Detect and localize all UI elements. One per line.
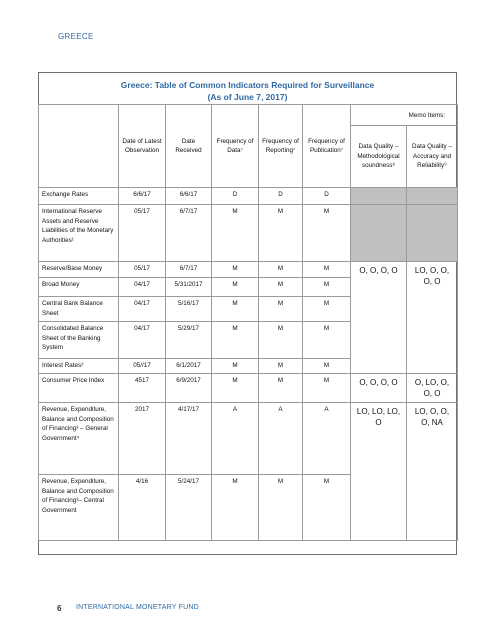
header-freq-reporting: Frequency of Reporting⁷ — [259, 105, 303, 188]
quality-method-money: O, O, O, O — [351, 262, 407, 374]
cell-freq-data: M — [212, 278, 259, 297]
row-label: International Reserve Assets and Reserve Liabilities of the Monetary Authorities¹ — [39, 205, 119, 262]
cell-freq-reporting: A — [259, 403, 303, 475]
cell-freq-data: D — [212, 188, 259, 205]
footer-org: INTERNATIONAL MONETARY FUND — [76, 604, 199, 611]
row-label: Revenue, Expenditure, Balance and Composition of Financing³– Central Government — [39, 475, 119, 541]
cell-freq-reporting: M — [259, 278, 303, 297]
header-latest: Date of Latest Observation — [119, 105, 166, 188]
cell-shaded — [351, 188, 407, 205]
cell-freq-reporting: M — [259, 475, 303, 541]
cell-shaded — [351, 205, 407, 262]
table-row — [39, 188, 458, 205]
cell-latest: 05/17 — [119, 205, 166, 262]
running-head: GREECE — [58, 32, 94, 41]
row-label: Consumer Price Index — [39, 374, 119, 403]
cell-latest: 05/17 — [119, 262, 166, 278]
cell-freq-reporting: D — [259, 188, 303, 205]
cell-received: 6/9/2017 — [166, 374, 212, 403]
cell-freq-reporting: M — [259, 322, 303, 359]
table-row — [39, 262, 458, 278]
row-label: Revenue, Expenditure, Balance and Composition of Financing³ – General Government⁴ — [39, 403, 119, 475]
row-label: Exchange Rates — [39, 188, 119, 205]
cell-freq-data: M — [212, 374, 259, 403]
quality-accuracy-money: LO, O, O, O, O — [407, 262, 458, 374]
cell-latest: 6/6/17 — [119, 188, 166, 205]
header-indicator — [39, 105, 119, 188]
cell-freq-publication: M — [303, 374, 351, 403]
cell-received: 6/7/17 — [166, 205, 212, 262]
table-title: Greece: Table of Common Indicators Required for Surveillance — [120, 80, 375, 90]
cell-freq-publication: M — [303, 297, 351, 322]
cell-received: 5/31/2017 — [166, 278, 212, 297]
cell-freq-reporting: M — [259, 297, 303, 322]
quality-method-fiscal: LO, LO, LO, O — [351, 403, 407, 541]
cell-freq-data: M — [212, 262, 259, 278]
header-freq-data: Frequency of Data⁷ — [212, 105, 259, 188]
cell-latest: 05//17 — [119, 359, 166, 374]
cell-freq-publication: D — [303, 188, 351, 205]
cell-freq-publication: M — [303, 205, 351, 262]
cell-freq-reporting: M — [259, 262, 303, 278]
row-label: Interest Rates² — [39, 359, 119, 374]
cell-received: 4/17/17 — [166, 403, 212, 475]
cell-freq-data: M — [212, 205, 259, 262]
cell-received: 5/29/17 — [166, 322, 212, 359]
cell-freq-data: M — [212, 297, 259, 322]
row-label: Consolidated Balance Sheet of the Banking System — [39, 322, 119, 359]
quality-method-cpi: O, O, O, O — [351, 374, 407, 403]
cell-received: 5/24/17 — [166, 475, 212, 541]
cell-latest: 4517 — [119, 374, 166, 403]
cell-freq-data: M — [212, 359, 259, 374]
cell-received: 6/7/17 — [166, 262, 212, 278]
cell-freq-publication: M — [303, 475, 351, 541]
cell-latest: 4/16 — [119, 475, 166, 541]
indicators-table — [38, 104, 458, 541]
page-number: 6 — [57, 604, 62, 613]
header-memo-items: Memo Items: — [351, 105, 458, 126]
cell-freq-reporting: M — [259, 374, 303, 403]
header-received: Date Received — [166, 105, 212, 188]
cell-freq-reporting: M — [259, 359, 303, 374]
cell-received: 5/16/17 — [166, 297, 212, 322]
row-label: Central Bank Balance Sheet — [39, 297, 119, 322]
cell-freq-reporting: M — [259, 205, 303, 262]
header-dq-method: Data Quality – Methodological soundness⁸ — [351, 126, 407, 188]
cell-shaded — [407, 205, 458, 262]
header-freq-publication: Frequency of Publication⁷ — [303, 105, 351, 188]
cell-freq-data: A — [212, 403, 259, 475]
quality-accuracy-cpi: O, LO, O, O, O — [407, 374, 458, 403]
cell-latest: 04/17 — [119, 297, 166, 322]
cell-latest: 2017 — [119, 403, 166, 475]
cell-freq-publication: M — [303, 278, 351, 297]
header-dq-accuracy: Data Quality –Accuracy and Reliability⁹ — [407, 126, 458, 188]
cell-freq-publication: A — [303, 403, 351, 475]
table-row — [39, 374, 458, 403]
cell-freq-publication: M — [303, 262, 351, 278]
cell-freq-publication: M — [303, 359, 351, 374]
row-label: Broad Money — [39, 278, 119, 297]
cell-latest: 04/17 — [119, 278, 166, 297]
table-row — [39, 205, 458, 262]
table-row — [39, 403, 458, 475]
cell-received: 6/1/2017 — [166, 359, 212, 374]
cell-received: 6/6/17 — [166, 188, 212, 205]
cell-freq-data: M — [212, 475, 259, 541]
cell-latest: 04/17 — [119, 322, 166, 359]
row-label: Reserve/Base Money — [39, 262, 119, 278]
quality-accuracy-fiscal: LO, O, O, O, NA — [407, 403, 458, 541]
cell-freq-data: M — [212, 322, 259, 359]
cell-freq-publication: M — [303, 322, 351, 359]
table-subtitle: (As of June 7, 2017) — [207, 92, 288, 102]
cell-shaded — [407, 188, 458, 205]
